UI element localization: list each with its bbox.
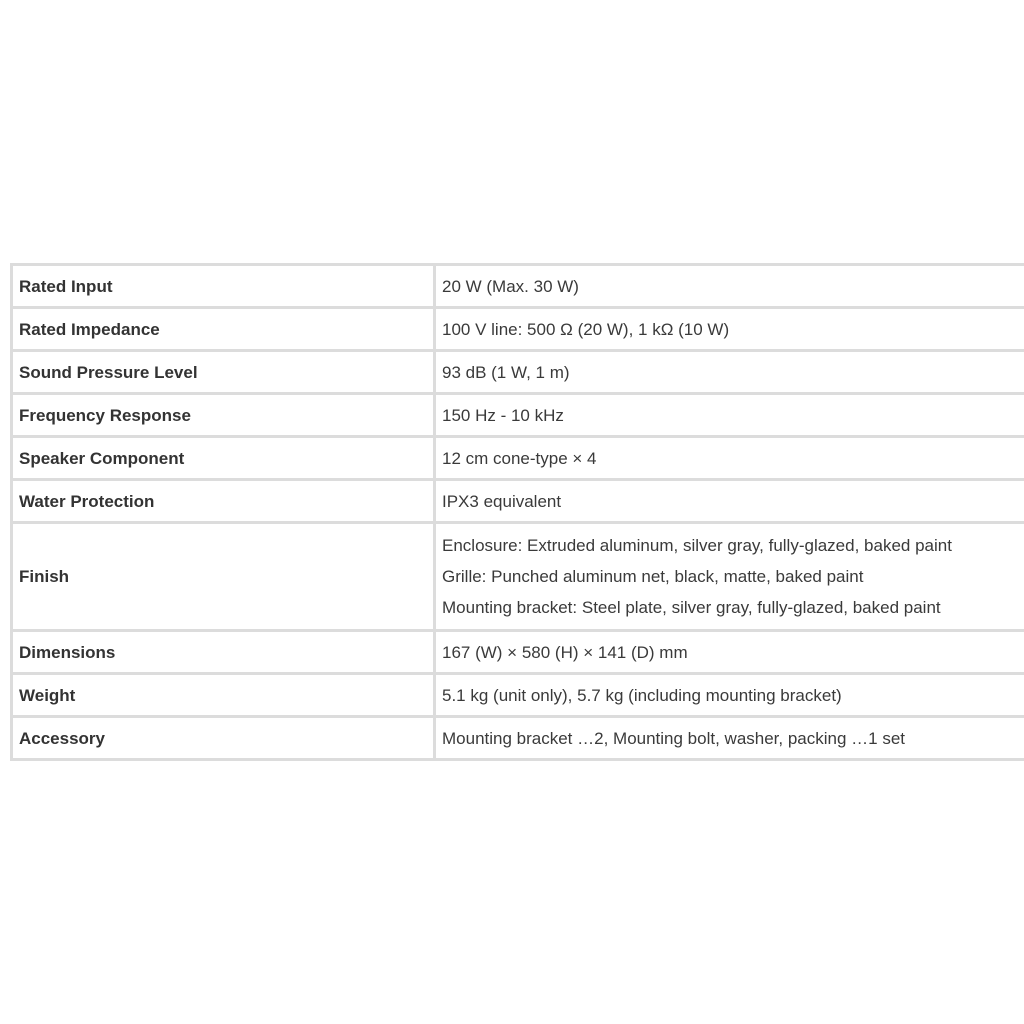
spec-label-weight: Weight — [12, 674, 435, 717]
table-row — [12, 631, 1024, 674]
spec-label-accessory: Accessory — [12, 717, 435, 760]
finish-enclosure-line: Enclosure: Extruded aluminum, silver gray, fully-glazed, baked paint — [442, 536, 952, 555]
table-row — [12, 523, 1024, 631]
table-row — [12, 351, 1024, 394]
spec-value-accessory: Mounting bracket …2, Mounting bolt, washer, packing …1 set — [442, 728, 906, 748]
spec-value-water-protection: IPX3 equivalent — [435, 480, 1024, 523]
spec-label-speaker-component: Speaker Component — [12, 437, 435, 480]
spec-value-dimensions: 167 (W) × 580 (H) × 141 (D) mm — [435, 631, 1024, 674]
table-row — [12, 437, 1024, 480]
spec-label-sound-pressure-level: Sound Pressure Level — [12, 351, 435, 394]
specifications-table — [10, 263, 1024, 761]
table-row — [12, 394, 1024, 437]
spec-label-finish: Finish — [12, 523, 435, 631]
spec-label-frequency-response: Frequency Response — [12, 394, 435, 437]
finish-grille-line: Grille: Punched aluminum net, black, matte, baked paint — [442, 567, 864, 586]
spec-value-frequency-response: 150 Hz - 10 kHz — [435, 394, 1024, 437]
spec-value-rated-input: 20 W (Max. 30 W) — [435, 265, 1024, 308]
table-row — [12, 480, 1024, 523]
spec-value-speaker-component: 12 cm cone-type × 4 — [435, 437, 1024, 480]
table-row — [12, 717, 1024, 760]
table-row — [12, 308, 1024, 351]
spec-label-water-protection: Water Protection — [12, 480, 435, 523]
table-row — [12, 265, 1024, 308]
spec-label-rated-input: Rated Input — [12, 265, 435, 308]
spec-label-rated-impedance: Rated Impedance — [12, 308, 435, 351]
spec-value-rated-impedance: 100 V line: 500 Ω (20 W), 1 kΩ (10 W) — [435, 308, 1024, 351]
spec-value-finish — [435, 523, 1024, 631]
table-row — [12, 674, 1024, 717]
spec-value-sound-pressure-level: 93 dB (1 W, 1 m) — [435, 351, 1024, 394]
spec-value-weight: 5.1 kg (unit only), 5.7 kg (including mounting bracket) — [435, 674, 1024, 717]
finish-bracket-line: Mounting bracket: Steel plate, silver gray, fully-glazed, baked paint — [442, 598, 941, 617]
spec-label-dimensions: Dimensions — [12, 631, 435, 674]
